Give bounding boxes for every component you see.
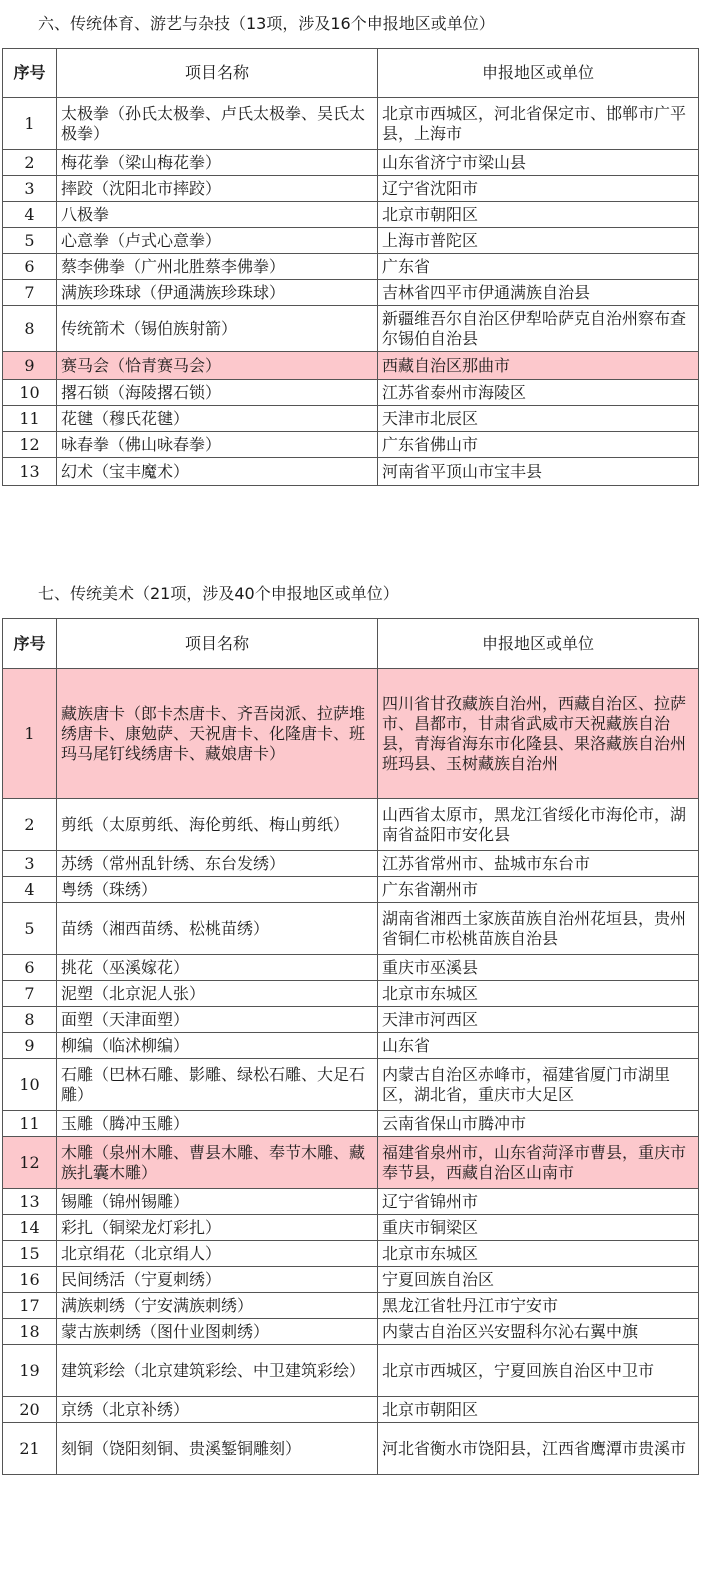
row-region: 北京市朝阳区: [378, 1397, 699, 1423]
row-index: 3: [3, 176, 57, 202]
row-project-name: 藏族唐卡（郎卡杰唐卡、齐吾岗派、拉萨堆绣唐卡、康勉萨、天祝唐卡、化隆唐卡、班玛马尾钉线绣唐卡、藏娘唐卡）: [57, 669, 378, 799]
row-region: 北京市东城区: [378, 981, 699, 1007]
row-region: 广东省潮州市: [378, 877, 699, 903]
row-region: 天津市北辰区: [378, 406, 699, 432]
row-index: 1: [3, 98, 57, 150]
row-index: 17: [3, 1293, 57, 1319]
row-project-name: 苏绣（常州乱针绣、东台发绣）: [57, 851, 378, 877]
row-region: 河南省平顶山市宝丰县: [378, 458, 699, 486]
header-name: 项目名称: [57, 619, 378, 669]
row-region: 内蒙古自治区赤峰市，福建省厦门市湖里区，湖北省，重庆市大足区: [378, 1059, 699, 1111]
row-index: 8: [3, 1007, 57, 1033]
row-region: 上海市普陀区: [378, 228, 699, 254]
table-row: [3, 458, 699, 486]
table-header-row: [3, 49, 699, 98]
row-region: 天津市河西区: [378, 1007, 699, 1033]
row-region: 江苏省泰州市海陵区: [378, 380, 699, 406]
row-project-name: 赛马会（恰青赛马会）: [57, 352, 378, 380]
row-index: 2: [3, 150, 57, 176]
row-region: 山东省: [378, 1033, 699, 1059]
table-row: [3, 1345, 699, 1397]
row-index: 9: [3, 352, 57, 380]
table-row: [3, 228, 699, 254]
row-project-name: 北京绢花（北京绢人）: [57, 1241, 378, 1267]
row-index: 5: [3, 228, 57, 254]
row-project-name: 柳编（临沭柳编）: [57, 1033, 378, 1059]
row-index: 10: [3, 1059, 57, 1111]
table-row: [3, 1111, 699, 1137]
table-row: [3, 799, 699, 851]
table-row: [3, 432, 699, 458]
row-index: 8: [3, 306, 57, 352]
row-index: 12: [3, 432, 57, 458]
row-region: 北京市东城区: [378, 1241, 699, 1267]
table-row: [3, 669, 699, 799]
row-project-name: 蔡李佛拳（广州北胜蔡李佛拳）: [57, 254, 378, 280]
row-index: 15: [3, 1241, 57, 1267]
table-row: [3, 1397, 699, 1423]
row-region: 北京市西城区，河北省保定市、邯郸市广平县，上海市: [378, 98, 699, 150]
table-row: [3, 1267, 699, 1293]
row-project-name: 咏春拳（佛山咏春拳）: [57, 432, 378, 458]
row-project-name: 传统箭术（锡伯族射箭）: [57, 306, 378, 352]
table-row: [3, 1033, 699, 1059]
row-index: 7: [3, 280, 57, 306]
row-region: 广东省佛山市: [378, 432, 699, 458]
table-row: [3, 1423, 699, 1475]
row-index: 19: [3, 1345, 57, 1397]
table-row: [3, 176, 699, 202]
row-index: 6: [3, 955, 57, 981]
row-region: 新疆维吾尔自治区伊犁哈萨克自治州察布查尔锡伯自治县: [378, 306, 699, 352]
row-project-name: 梅花拳（梁山梅花拳）: [57, 150, 378, 176]
row-project-name: 粤绣（珠绣）: [57, 877, 378, 903]
row-project-name: 刻铜（饶阳刻铜、贵溪錾铜雕刻）: [57, 1423, 378, 1475]
section-7-table: [2, 618, 699, 1475]
row-project-name: 民间绣活（宁夏刺绣）: [57, 1267, 378, 1293]
row-index: 12: [3, 1137, 57, 1189]
row-project-name: 撂石锁（海陵撂石锁）: [57, 380, 378, 406]
table-row: [3, 150, 699, 176]
table-row: [3, 280, 699, 306]
row-project-name: 木雕（泉州木雕、曹县木雕、奉节木雕、藏族扎囊木雕）: [57, 1137, 378, 1189]
row-index: 7: [3, 981, 57, 1007]
table-row: [3, 1319, 699, 1345]
row-project-name: 苗绣（湘西苗绣、松桃苗绣）: [57, 903, 378, 955]
table-row: [3, 1215, 699, 1241]
row-project-name: 玉雕（腾冲玉雕）: [57, 1111, 378, 1137]
table-header-row: [3, 619, 699, 669]
row-region: 北京市西城区，宁夏回族自治区中卫市: [378, 1345, 699, 1397]
row-project-name: 挑花（巫溪嫁花）: [57, 955, 378, 981]
header-region: 申报地区或单位: [378, 619, 699, 669]
row-region: 江苏省常州市、盐城市东台市: [378, 851, 699, 877]
header-region: 申报地区或单位: [378, 49, 699, 98]
row-project-name: 石雕（巴林石雕、影雕、绿松石雕、大足石雕）: [57, 1059, 378, 1111]
table-row: [3, 98, 699, 150]
row-project-name: 彩扎（铜梁龙灯彩扎）: [57, 1215, 378, 1241]
row-project-name: 剪纸（太原剪纸、海伦剪纸、梅山剪纸）: [57, 799, 378, 851]
row-index: 18: [3, 1319, 57, 1345]
row-project-name: 满族刺绣（宁安满族刺绣）: [57, 1293, 378, 1319]
table-row: [3, 306, 699, 352]
row-region: 湖南省湘西土家族苗族自治州花垣县，贵州省铜仁市松桃苗族自治县: [378, 903, 699, 955]
row-region: 四川省甘孜藏族自治州，西藏自治区、拉萨市、昌都市，甘肃省武威市天祝藏族自治县，青海省海东市化隆县、果洛藏族自治州班玛县、玉树藏族自治州: [378, 669, 699, 799]
row-index: 10: [3, 380, 57, 406]
row-index: 5: [3, 903, 57, 955]
section-6-title: 六、传统体育、游艺与杂技（13项，涉及16个申报地区或单位）: [38, 14, 495, 33]
row-project-name: 满族珍珠球（伊通满族珍珠球）: [57, 280, 378, 306]
table-row: [3, 1059, 699, 1111]
row-project-name: 幻术（宝丰魔术）: [57, 458, 378, 486]
row-project-name: 京绣（北京补绣）: [57, 1397, 378, 1423]
row-project-name: 摔跤（沈阳北市摔跤）: [57, 176, 378, 202]
row-region: 黑龙江省牡丹江市宁安市: [378, 1293, 699, 1319]
row-project-name: 八极拳: [57, 202, 378, 228]
row-project-name: 建筑彩绘（北京建筑彩绘、中卫建筑彩绘）: [57, 1345, 378, 1397]
row-index: 11: [3, 1111, 57, 1137]
row-region: 山东省济宁市梁山县: [378, 150, 699, 176]
row-index: 2: [3, 799, 57, 851]
row-project-name: 锡雕（锦州锡雕）: [57, 1189, 378, 1215]
row-project-name: 泥塑（北京泥人张）: [57, 981, 378, 1007]
table-row: [3, 202, 699, 228]
row-index: 3: [3, 851, 57, 877]
row-index: 13: [3, 1189, 57, 1215]
row-region: 福建省泉州市，山东省菏泽市曹县，重庆市奉节县，西藏自治区山南市: [378, 1137, 699, 1189]
table-row: [3, 1137, 699, 1189]
row-index: 14: [3, 1215, 57, 1241]
row-index: 4: [3, 877, 57, 903]
row-index: 6: [3, 254, 57, 280]
row-region: 重庆市铜梁区: [378, 1215, 699, 1241]
row-region: 北京市朝阳区: [378, 202, 699, 228]
row-project-name: 面塑（天津面塑）: [57, 1007, 378, 1033]
table-row: [3, 851, 699, 877]
section-6-table: [2, 48, 699, 486]
row-project-name: 心意拳（卢式心意拳）: [57, 228, 378, 254]
header-name: 项目名称: [57, 49, 378, 98]
table-row: [3, 254, 699, 280]
table-row: [3, 1241, 699, 1267]
header-index: 序号: [3, 49, 57, 98]
table-row: [3, 955, 699, 981]
row-index: 21: [3, 1423, 57, 1475]
row-region: 广东省: [378, 254, 699, 280]
row-region: 重庆市巫溪县: [378, 955, 699, 981]
row-region: 内蒙古自治区兴安盟科尔沁右翼中旗: [378, 1319, 699, 1345]
row-project-name: 太极拳（孙氏太极拳、卢氏太极拳、吴氏太极拳）: [57, 98, 378, 150]
row-index: 1: [3, 669, 57, 799]
row-index: 9: [3, 1033, 57, 1059]
table-row: [3, 1189, 699, 1215]
table-row: [3, 1007, 699, 1033]
row-region: 辽宁省沈阳市: [378, 176, 699, 202]
header-index: 序号: [3, 619, 57, 669]
table-row: [3, 981, 699, 1007]
row-project-name: 蒙古族刺绣（图什业图刺绣）: [57, 1319, 378, 1345]
row-index: 16: [3, 1267, 57, 1293]
section-7-title: 七、传统美术（21项，涉及40个申报地区或单位）: [38, 584, 399, 603]
table-row: [3, 903, 699, 955]
row-region: 吉林省四平市伊通满族自治县: [378, 280, 699, 306]
table-row: [3, 406, 699, 432]
row-region: 辽宁省锦州市: [378, 1189, 699, 1215]
table-row: [3, 877, 699, 903]
row-region: 宁夏回族自治区: [378, 1267, 699, 1293]
row-region: 河北省衡水市饶阳县，江西省鹰潭市贵溪市: [378, 1423, 699, 1475]
table-row: [3, 1293, 699, 1319]
table-row: [3, 380, 699, 406]
row-index: 4: [3, 202, 57, 228]
row-index: 20: [3, 1397, 57, 1423]
row-project-name: 花毽（穆氏花毽）: [57, 406, 378, 432]
row-region: 西藏自治区那曲市: [378, 352, 699, 380]
row-index: 13: [3, 458, 57, 486]
table-row: [3, 352, 699, 380]
row-region: 云南省保山市腾冲市: [378, 1111, 699, 1137]
row-index: 11: [3, 406, 57, 432]
row-region: 山西省太原市，黑龙江省绥化市海伦市，湖南省益阳市安化县: [378, 799, 699, 851]
